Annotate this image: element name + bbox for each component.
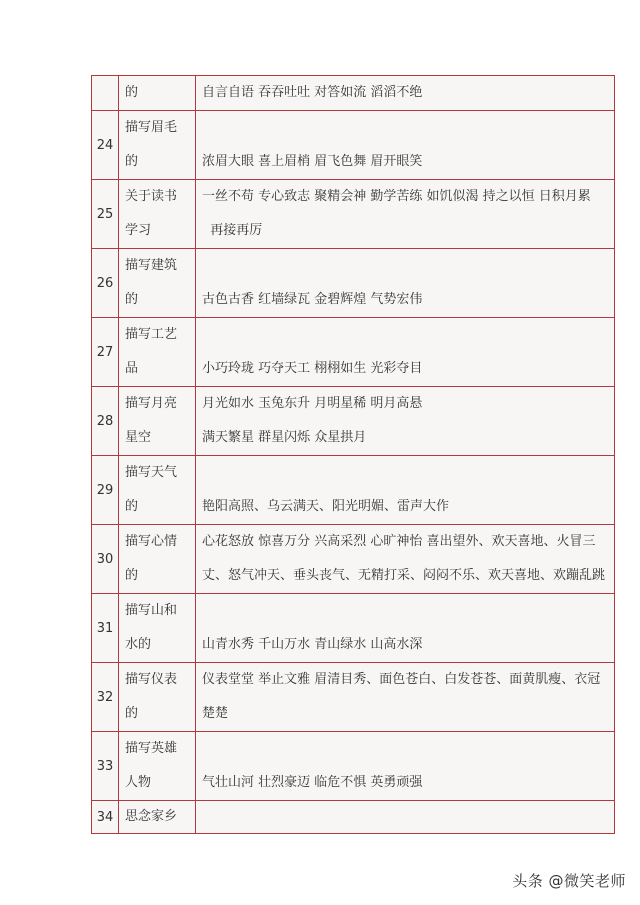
category-line: 描写眉毛 bbox=[125, 120, 178, 135]
phrases-cell bbox=[196, 387, 615, 456]
row-number: 33 bbox=[92, 732, 119, 801]
category-line: 描写山和 bbox=[125, 603, 178, 618]
category-line: 人物 bbox=[125, 775, 152, 790]
idiom-table bbox=[91, 75, 615, 834]
table-row bbox=[92, 456, 615, 525]
row-number: 25 bbox=[92, 180, 119, 249]
category-cell bbox=[119, 456, 196, 525]
phrases-line bbox=[196, 111, 614, 145]
category-cell bbox=[119, 594, 196, 663]
category-line: 描写心情 bbox=[125, 534, 178, 549]
table-row bbox=[92, 732, 615, 801]
phrases-cell bbox=[196, 318, 615, 387]
category-line: 的 bbox=[125, 154, 139, 169]
table-row bbox=[92, 318, 615, 387]
row-number: 27 bbox=[92, 318, 119, 387]
category-cell bbox=[119, 318, 196, 387]
category-line: 的 bbox=[125, 499, 139, 514]
phrases-cell bbox=[196, 732, 615, 801]
category-line: 描写月亮 bbox=[125, 396, 178, 411]
phrases-line bbox=[196, 732, 614, 766]
phrases-cell bbox=[196, 801, 615, 834]
category-line: 的 bbox=[125, 85, 139, 100]
phrases-cell bbox=[196, 525, 615, 594]
category-line: 水的 bbox=[125, 637, 152, 652]
category-cell bbox=[119, 663, 196, 732]
row-number: 34 bbox=[92, 801, 119, 834]
phrases-line: 一丝不苟 专心致志 聚精会神 勤学苦练 如饥似渴 持之以恒 日积月累 bbox=[202, 189, 591, 204]
category-line: 关于读书 bbox=[125, 189, 178, 204]
phrases-cell bbox=[196, 76, 615, 111]
table-row bbox=[92, 180, 615, 249]
category-line: 的 bbox=[125, 706, 139, 721]
phrases-line bbox=[196, 456, 614, 490]
phrases-line: 山青水秀 千山万水 青山绿水 山高水深 bbox=[202, 637, 423, 652]
table-row bbox=[92, 801, 615, 834]
phrases-line: 心花怒放 惊喜万分 兴高采烈 心旷神怡 喜出望外、欢天喜地、火冒三 bbox=[202, 534, 596, 549]
phrases-line: 自言自语 吞吞吐吐 对答如流 滔滔不绝 bbox=[202, 85, 423, 100]
table-row bbox=[92, 594, 615, 663]
phrases-line: 丈、怒气冲天、垂头丧气、无精打采、闷闷不乐、欢天喜地、欢蹦乱跳 bbox=[202, 568, 606, 583]
phrases-cell bbox=[196, 456, 615, 525]
row-number bbox=[92, 76, 119, 111]
table-row bbox=[92, 76, 615, 111]
category-cell bbox=[119, 732, 196, 801]
phrases-line: 月光如水 玉兔东升 月明星稀 明月高悬 bbox=[202, 396, 423, 411]
phrases-line: 再接再厉 bbox=[202, 223, 263, 238]
category-line: 学习 bbox=[125, 223, 152, 238]
row-number: 31 bbox=[92, 594, 119, 663]
phrases-line: 古色古香 红墙绿瓦 金碧辉煌 气势宏伟 bbox=[202, 292, 423, 307]
category-line: 描写仪表 bbox=[125, 672, 178, 687]
phrases-line bbox=[196, 801, 614, 833]
phrases-line bbox=[196, 249, 614, 283]
table-row bbox=[92, 111, 615, 180]
row-number: 29 bbox=[92, 456, 119, 525]
row-number: 24 bbox=[92, 111, 119, 180]
phrases-line: 浓眉大眼 喜上眉梢 眉飞色舞 眉开眼笑 bbox=[202, 154, 423, 169]
category-line: 的 bbox=[125, 292, 139, 307]
category-cell bbox=[119, 801, 196, 834]
category-cell bbox=[119, 111, 196, 180]
phrases-cell bbox=[196, 663, 615, 732]
phrases-cell bbox=[196, 594, 615, 663]
watermark: 头条 @微笑老师 bbox=[512, 872, 626, 890]
table-row bbox=[92, 663, 615, 732]
category-line: 思念家乡 bbox=[125, 809, 178, 824]
phrases-line: 艳阳高照、乌云满天、阳光明媚、雷声大作 bbox=[202, 499, 450, 514]
category-cell bbox=[119, 525, 196, 594]
category-line: 星空 bbox=[125, 430, 152, 445]
row-number: 28 bbox=[92, 387, 119, 456]
category-line: 描写建筑 bbox=[125, 258, 178, 273]
category-line: 品 bbox=[125, 361, 139, 376]
phrases-line: 小巧玲珑 巧夺天工 栩栩如生 光彩夺目 bbox=[202, 361, 423, 376]
table-row bbox=[92, 525, 615, 594]
phrases-cell bbox=[196, 180, 615, 249]
row-number: 30 bbox=[92, 525, 119, 594]
category-cell bbox=[119, 387, 196, 456]
category-cell bbox=[119, 76, 196, 111]
table-row bbox=[92, 387, 615, 456]
category-line: 描写天气 bbox=[125, 465, 178, 480]
phrases-line bbox=[196, 318, 614, 352]
category-line: 的 bbox=[125, 568, 139, 583]
category-line: 描写工艺 bbox=[125, 327, 178, 342]
phrases-line bbox=[196, 594, 614, 628]
phrases-line: 楚楚 bbox=[202, 706, 229, 721]
phrases-cell bbox=[196, 249, 615, 318]
phrases-cell bbox=[196, 111, 615, 180]
category-line: 描写英雄 bbox=[125, 741, 178, 756]
table-row bbox=[92, 249, 615, 318]
phrases-line: 满天繁星 群星闪烁 众星拱月 bbox=[202, 430, 367, 445]
row-number: 32 bbox=[92, 663, 119, 732]
phrases-line: 仪表堂堂 举止文雅 眉清目秀、面色苍白、白发苍苍、面黄肌瘦、衣冠 bbox=[202, 672, 601, 687]
row-number: 26 bbox=[92, 249, 119, 318]
phrases-line: 气壮山河 壮烈豪迈 临危不惧 英勇顽强 bbox=[202, 775, 423, 790]
category-cell bbox=[119, 249, 196, 318]
category-cell bbox=[119, 180, 196, 249]
